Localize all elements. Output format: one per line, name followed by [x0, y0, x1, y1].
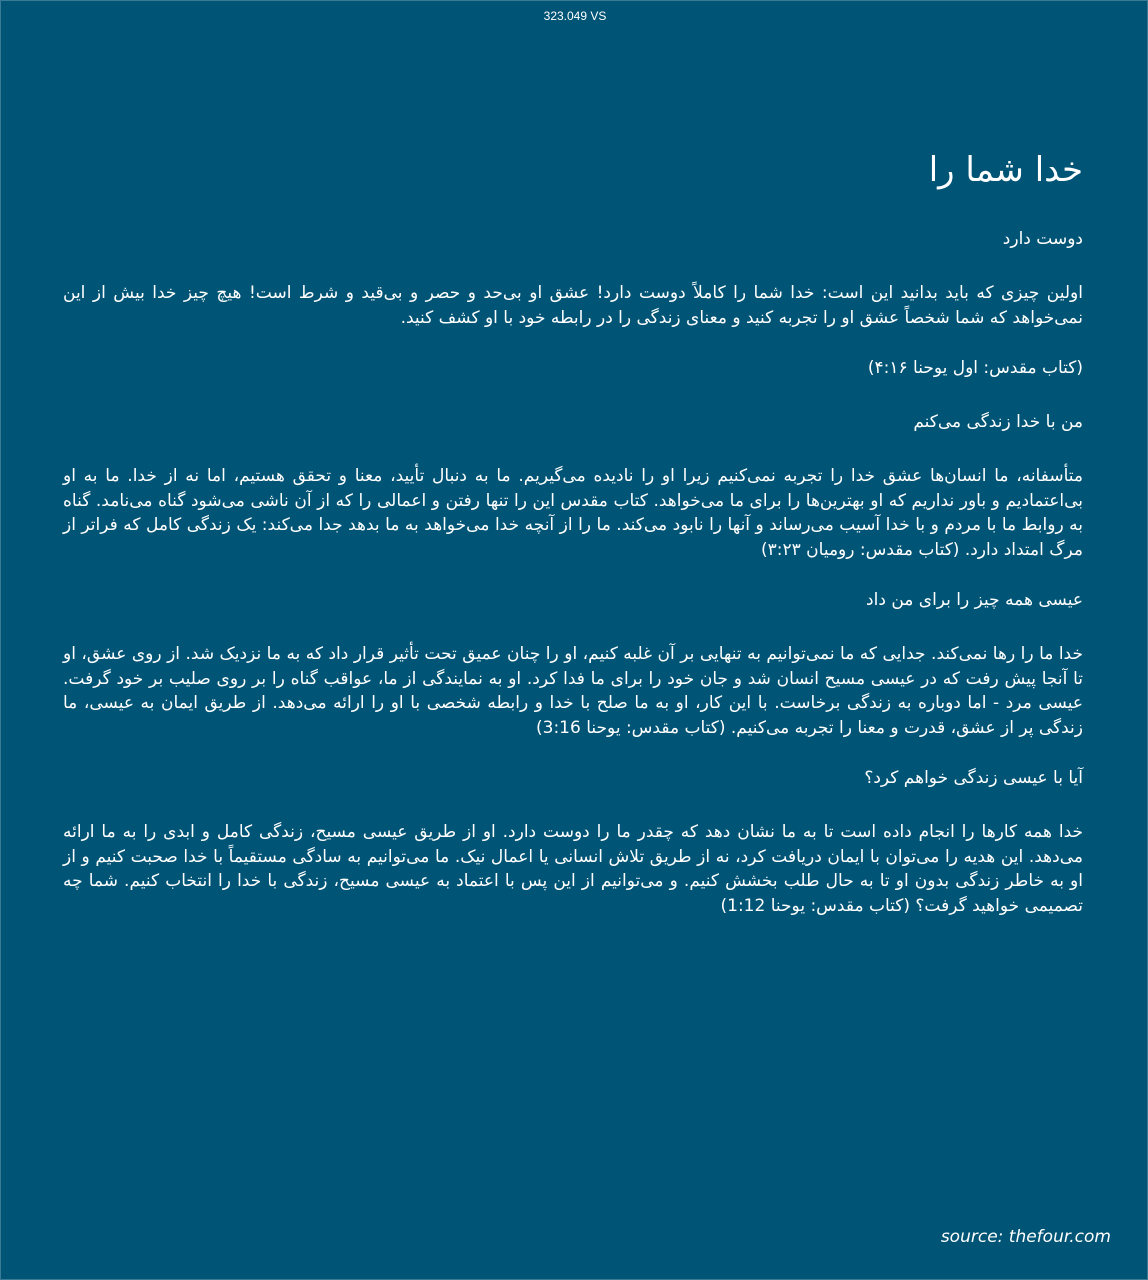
section-heading-3: آیا با عیسی زندگی خواهم کرد؟	[864, 768, 1083, 788]
intro-paragraph: اولین چیزی که باید بدانید این است: خدا شما را کاملاً دوست دارد! عشق او بی‌حد و حصر و بی‌قید و شرط است! هیچ چیز خدا بیش از این نمی‌خواهد که شما شخصاً عشق او را تجربه کنید و معنای زندگی را در رابطه خود با او کشف کنید.	[63, 283, 1083, 328]
section-heading-2: عیسی همه چیز را برای من داد	[866, 590, 1083, 610]
page-title: خدا شما را	[928, 150, 1083, 190]
bible-reference-1: (کتاب مقدس: اول یوحنا ۴:۱۶)	[867, 358, 1083, 378]
section-paragraph-2: خدا ما را رها نمی‌کند. جدایی که ما نمی‌توانیم به تنهایی بر آن غلبه کنیم، او را چنان عمیق تحت تأثیر قرار داد که به ما نزدیک شد. از روی عشق، او تا آنجا پیش رفت که در عیسی مسیح انسان شد و جان خود را برای ما فدا کرد. او به نمایندگی از ما، عواقب گناه را بر روی صلیب بر خود گرفت. عیسی مرد - اما دوباره به زندگی برخاست. با این کار، او به ما صلح با خدا و رابطه شخصی با او را ارائه می‌دهد. از طریق ایمان به عیسی، ما زندگی پر از عشق، قدرت و معنا را تجربه می‌کنیم. (کتاب مقدس: یوحنا 3:16)	[63, 644, 1083, 738]
page-subtitle: دوست دارد	[1002, 229, 1083, 249]
document-code: 323.049 VS	[543, 9, 607, 23]
document-body	[63, 149, 1083, 944]
source-credit: source: thefour.com	[940, 1227, 1111, 1247]
section-paragraph-1: متأسفانه، ما انسان‌ها عشق خدا را تجربه نمی‌کنیم زیرا او را نادیده می‌گیریم. ما به دنبال تأیید، معنا و تحقق هستیم، اما نه از خدا. ما به او بی‌اعتمادیم و باور نداریم که او بهترین‌ها را برای ما می‌خواهد. کتاب مقدس این را تنها رفتن و اعمالی را که از آن ناشی می‌شود گناه می‌نامد. گناه به روابط ما با مردم و با خدا آسیب می‌رساند و آنها را نابود می‌کند. ما را از آنچه خدا می‌خواهد به ما بدهد جدا می‌کند: یک زندگی کامل که فراتر از مرگ امتداد دارد. (کتاب مقدس: رومیان ۳:۲۳)	[63, 466, 1083, 560]
section-heading-1: من با خدا زندگی می‌کنم	[913, 412, 1083, 432]
section-paragraph-3: خدا همه کارها را انجام داده است تا به ما نشان دهد که چقدر ما را دوست دارد. او از طریق عیسی مسیح، زندگی کامل و ابدی را به ما ارائه می‌دهد. این هدیه را می‌توان با ایمان دریافت کرد، نه از طریق تلاش انسانی یا اعمال نیک. ما می‌توانیم به سادگی مستقیماً با خدا صحبت کنیم و از او به خاطر زندگی بدون او تا به حال طلب بخشش کنیم. و می‌توانیم از این پس با اعتماد به عیسی مسیح، زندگی با خدا را انتخاب کنیم. شما چه تصمیمی خواهید گرفت؟ (کتاب مقدس: یوحنا 1:12)	[63, 822, 1083, 916]
